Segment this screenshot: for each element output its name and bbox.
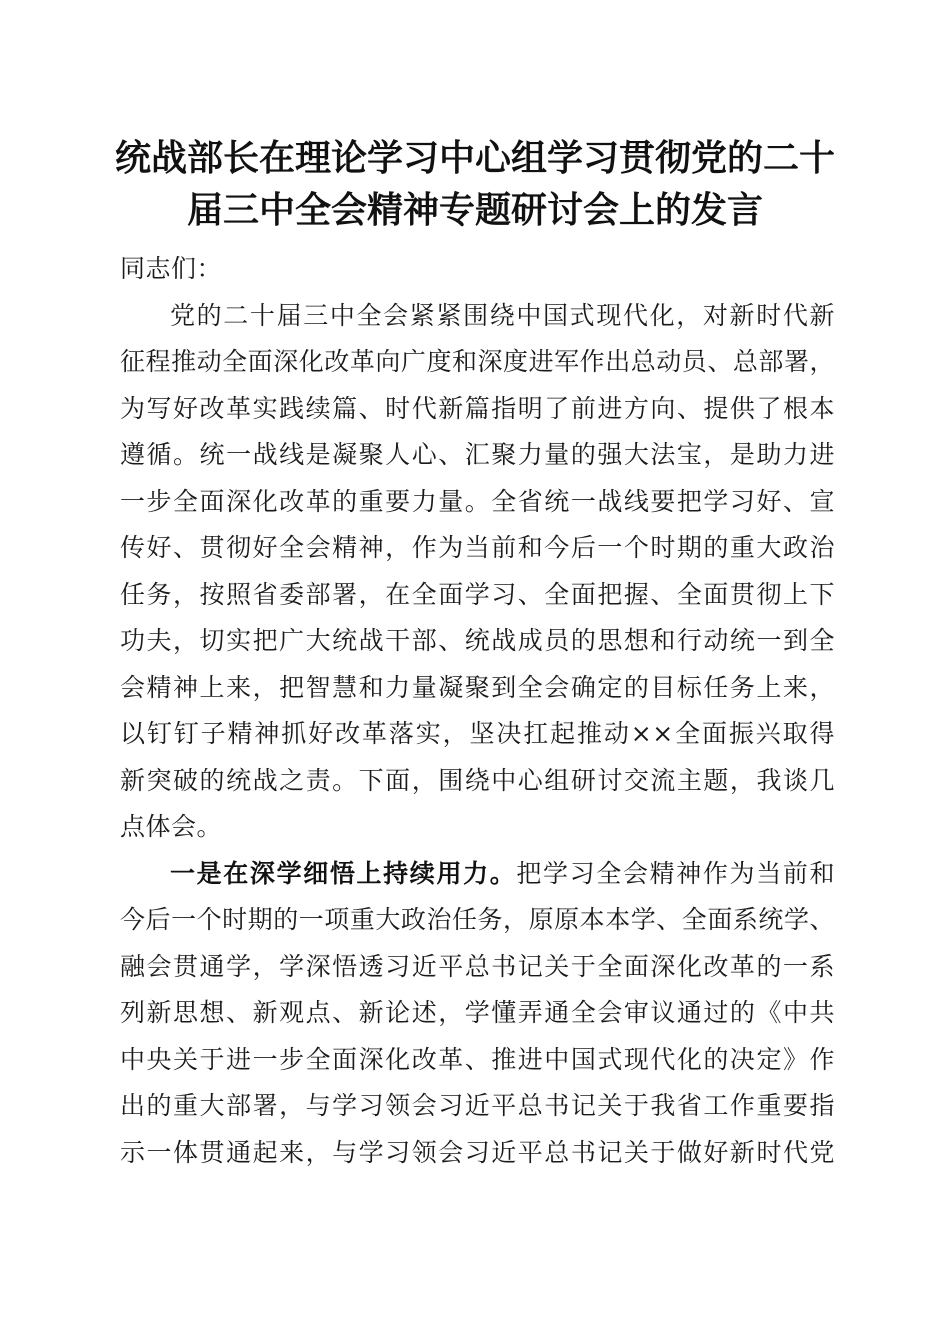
paragraph-1-line: 党的二十届三中全会紧紧围绕中国式现代化，对新时代新 [170,300,835,330]
paragraph-1-line: 任务，按照省委部署，在全面学习、全面把握、全面贯彻上下 [120,579,835,609]
paragraph-2-line: 中央关于进一步全面深化改革、推进中国式现代化的决定》作 [120,1044,835,1074]
salutation: 同志们： [120,254,223,283]
paragraph-2-line: 示一体贯通起来，与学习领会习近平总书记关于做好新时代党 [120,1137,835,1167]
paragraph-2-line: 今后一个时期的一项重大政治任务，原原本本学、全面系统学、 [120,905,835,934]
title-line-2: 届三中全会精神专题研讨会上的发言 [186,189,763,231]
paragraph-1-line: 新突破的统战之责。下面，围绕中心组研讨交流主题，我谈几 [120,765,835,795]
paragraph-1-line: 功夫，切实把广大统战干部、统战成员的思想和行动统一到全 [120,626,835,655]
paragraph-2-line: 融会贯通学，学深悟透习近平总书记关于全面深化改革的一系 [120,951,835,981]
paragraph-2-lead: 一是在深学细悟上持续用力。 [170,858,517,888]
paragraph-1-line: 一步全面深化改革的重要力量。全省统一战线要把学习好、宣 [120,486,835,516]
paragraph-1-line: 传好、贯彻好全会精神，作为当前和今后一个时期的重大政治 [120,533,835,562]
document-title [100,132,850,236]
paragraph-1-line: 以钉钉子精神抓好改革落实，坚决扛起推动××全面振兴取得 [120,719,835,748]
paragraph-2-first-line [120,851,835,898]
paragraph-1-line: 为写好改革实践续篇、时代新篇指明了前进方向、提供了根本 [120,393,835,423]
paragraph-1-line: 征程推动全面深化改革向广度和深度进军作出总动员、总部署， [120,347,835,376]
paragraph-1-line: 遵循。统一战线是凝聚人心、汇聚力量的强大法宝，是助力进 [120,440,835,469]
paragraph-2-line: 列新思想、新观点、新论述，学懂弄通全会审议通过的《中共 [120,998,835,1027]
document-body [120,246,835,1176]
paragraph-2-line: 出的重大部署，与学习领会习近平总书记关于我省工作重要指 [120,1091,835,1120]
paragraph-2-first-rest: 把学习全会精神作为当前和 [516,858,835,888]
paragraph-1-line: 点体会。 [120,812,223,841]
paragraph-1-line: 会精神上来，把智慧和力量凝聚到全会确定的目标任务上来， [120,672,835,702]
title-line-1: 统战部长在理论学习中心组学习贯彻党的二十 [114,137,835,179]
